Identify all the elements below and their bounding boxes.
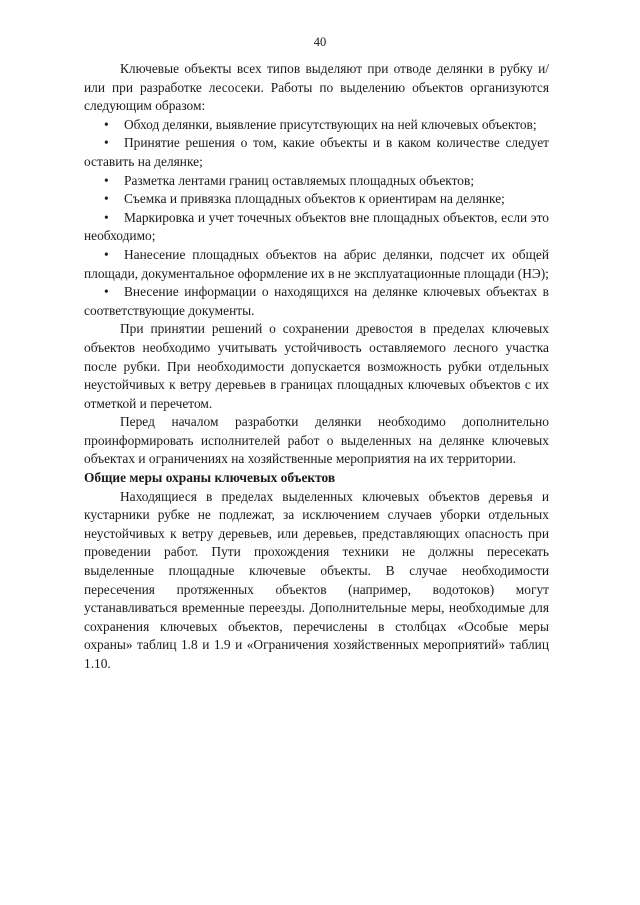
bullet-icon: • <box>104 191 109 207</box>
list-item <box>84 246 549 283</box>
page-content <box>84 60 549 674</box>
bullet-icon: • <box>104 135 109 151</box>
list-item <box>84 134 549 171</box>
list-item-text: Внесение информации о находящихся на делянке ключевых объектах в соответствующие документы. <box>84 284 549 318</box>
bullet-list <box>84 116 549 321</box>
bullet-icon: • <box>104 209 109 225</box>
list-item <box>84 172 549 191</box>
bullet-icon: • <box>104 284 109 300</box>
list-item-text: Нанесение площадных объектов на абрис делянки, подсчет их общей площади, документальное оформление их в не эксплуатационные площади (НЭ); <box>84 246 549 281</box>
section-heading: Общие меры охраны ключевых объектов <box>84 470 336 486</box>
bullet-icon: • <box>104 116 109 132</box>
paragraph-stand-preservation: При принятии решений о сохранении древостоя в пределах ключевых объектов необходимо учитывать устойчивость оставляемого лесного участка после рубки. При необходимости допускается возможность рубки отдельных неустойчивых к ветру деревьев в границах площадных ключевых объектов с их отметкой и перечетом. <box>84 321 549 411</box>
bullet-icon: • <box>104 246 109 262</box>
list-item <box>84 209 549 246</box>
paragraph-protection-measures: Находящиеся в пределах выделенных ключевых объектов деревья и кустарники рубке не подлежат, за исключением случаев уборки отдельных неустойчивых к ветру деревьев, или деревьев, представляющих опасность при проведении работ. Пути прохождения техники не должны пересекать выделенные площадные ключевые объекты. В случае необходимости пересечения протяженных объектов (например, водотоков) могут устанавливаться временные переезды. Дополнительные меры, необходимые для сохранения ключевых объектов, перечислены в столбцах «Особые меры охраны» таблиц 1.8 и 1.9 и «Ограничения хозяйственных мероприятий» таблиц 1.10. <box>84 488 549 671</box>
list-item-text: Принятие решения о том, какие объекты и в каком количестве следует оставить на делянке; <box>84 135 549 169</box>
paragraph-inform-workers: Перед началом разработки делянки необходимо дополнительно проинформировать исполнителей работ о выделенных на делянке ключевых объектах и ограничениях на хозяйственные мероприятия на их территории. <box>84 414 549 467</box>
list-item-text: Маркировка и учет точечных объектов вне площадных объектов, если это необходимо; <box>84 209 549 244</box>
list-item-text: Съемка и привязка площадных объектов к ориентирам на делянке; <box>124 191 505 207</box>
list-item <box>84 283 549 320</box>
list-item-text: Разметка лентами границ оставляемых площадных объектов; <box>124 172 475 188</box>
bullet-icon: • <box>104 172 109 188</box>
page-number: 40 <box>313 35 327 49</box>
list-item <box>84 116 549 135</box>
intro-paragraph: Ключевые объекты всех типов выделяют при отводе делянки в рубку и/или при разработке лесосеки. Работы по выделению объектов организуются следующим образом: <box>84 61 549 114</box>
list-item <box>84 190 549 209</box>
list-item-text: Обход делянки, выявление присутствующих на ней ключевых объектов; <box>124 116 537 132</box>
